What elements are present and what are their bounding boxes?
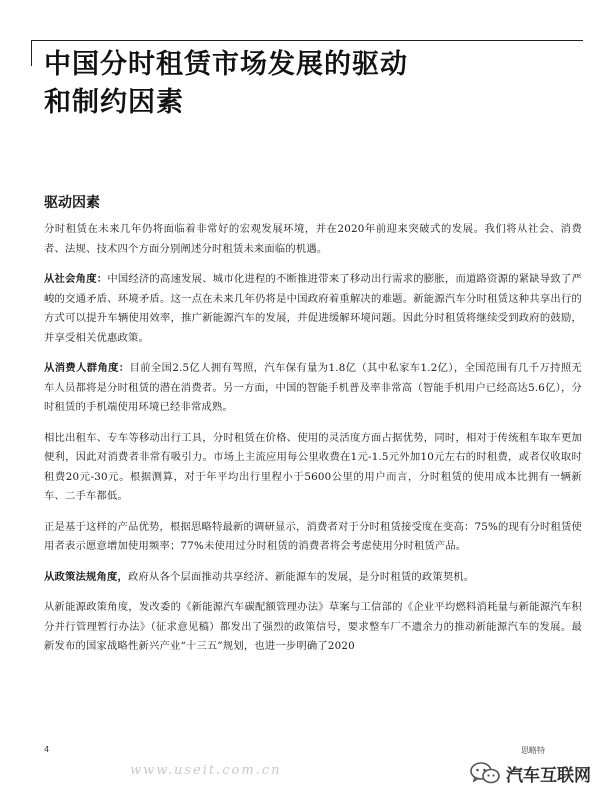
- paragraph-text: 从新能源政策角度，发改委的《新能源汽车碳配额管理办法》草案与工信部的《企业平均燃料消耗量与新能源汽车积分并行管理暂行办法》（征求意见稿）都发出了强烈的政策信号，要求整车厂不遗余力的推动新能源汽车的发展。最新发布的国家战略性新兴产业“十三五”规划，也进一步明确了2020: [44, 601, 582, 652]
- corner-rule-vertical: [31, 40, 32, 66]
- paragraph-text: 政府从各个层面推动共享经济、新能源车的发展，是分时租赁的政策契机。: [127, 570, 475, 583]
- paragraph-text: 目前全国2.5亿人拥有驾照，汽车保有量为1.8亿（其中私家车1.2亿），全国范围有几千万持照无车人员都将是分时租赁的潜在消费者。另一方面，中国的智能手机普及率非常高（智能手机用户已经高达5.6亿），分时租赁的手机端使用环境已经非常成熟。: [44, 362, 583, 413]
- wechat-watermark: [470, 760, 591, 786]
- paragraph-lead: 从政策法规角度，: [44, 570, 128, 583]
- paragraph-lead: 从消费人群角度：: [44, 362, 130, 374]
- paragraph-price-advantage: [44, 429, 582, 507]
- paragraph-social: [44, 270, 582, 348]
- paragraph-intro: [44, 220, 582, 259]
- paragraph-survey: [44, 518, 582, 557]
- paragraph-new-energy-policy: [44, 598, 582, 657]
- paragraph-lead: 从社会角度：: [44, 273, 108, 285]
- footer-brand: 思略特: [521, 746, 545, 755]
- paragraph-policy: [44, 568, 582, 588]
- paragraph-text: 分时租赁在未来几年仍将面临着非常好的宏观发展环境，并在2020年前迎来突破式的发展。我们将从社会、消费者、法规、技术四个方面分别阐述分时租赁未来面临的机遇。: [44, 223, 582, 255]
- title-line-2: 和制约因素: [44, 87, 184, 118]
- page-number: 4: [44, 745, 50, 754]
- paragraph-text: 正是基于这样的产品优势，根据思略特最新的调研显示，消费者对于分时租赁接受度在变高：75%的现有分时租赁使用者表示愿意增加使用频率；77%未使用过分时租赁的消费者将会考虑使用分时租赁产品。: [44, 520, 582, 552]
- paragraph-consumer: [44, 359, 582, 418]
- wechat-icon: [470, 761, 500, 785]
- paragraph-text: 相比出租车、专车等移动出行工具，分时租赁在价格、使用的灵活度方面占据优势，同时，相对于传统租车取车更加便利，因此对消费者非常有吸引力。市场上主流应用每公里收费在1元-1.5元外加10元左右的时租费，或者仅收取时租费20元-30元。根据测算，对于年平均出行里程小于5600公里的用户而言，分时租赁的使用成本比拥有一辆新车、二手车都低。: [44, 431, 582, 502]
- page-title: [44, 46, 564, 122]
- paragraph-text: 中国经济的高速发展、城市化进程的不断推进带来了移动出行需求的膨胀，而道路资源的紧缺导致了严峻的交通矛盾、环境矛盾。这一点在未来几年仍将是中国政府着重解决的难题。新能源汽车分时租赁这种共享出行的方式可以提升车辆使用效率，推广新能源汽车的发展，并促进缓解环境问题。因此分时租赁将继续受到政府的鼓励，并享受相关优惠政策。: [44, 273, 583, 344]
- wechat-account-name: 汽车互联网: [506, 765, 591, 786]
- title-line-1: 中国分时租赁市场发展的驱动: [44, 49, 408, 80]
- section-heading: 驱动因素: [44, 195, 100, 211]
- article-body: [44, 194, 582, 668]
- url-watermark: www.useit.com.cn: [130, 763, 282, 778]
- header-rule: [31, 40, 583, 41]
